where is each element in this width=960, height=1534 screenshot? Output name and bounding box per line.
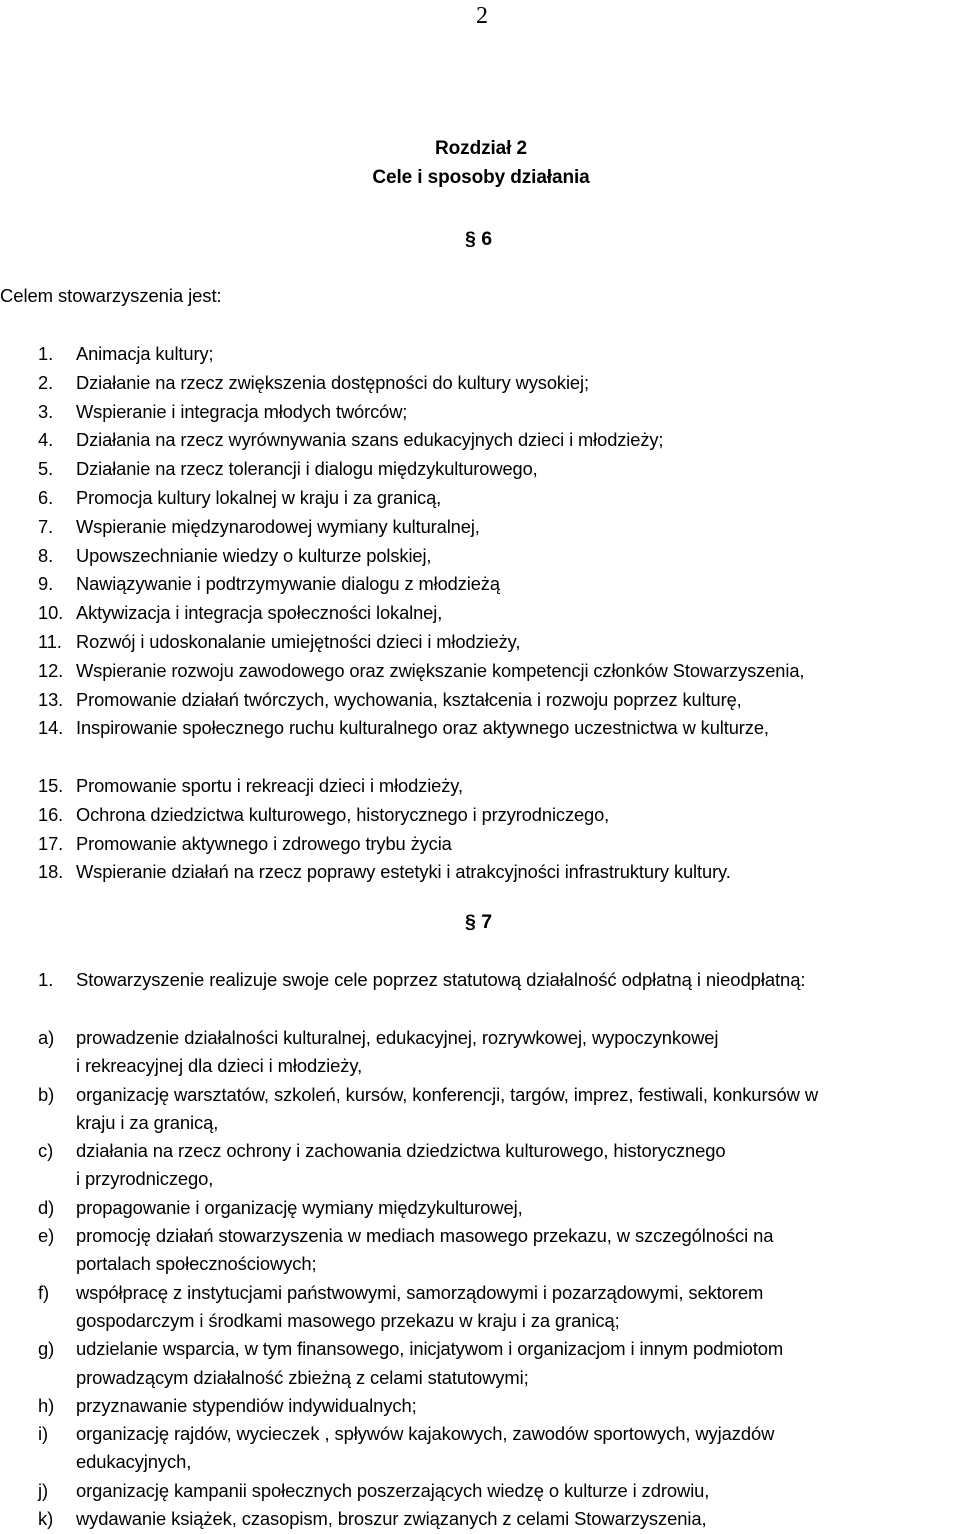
list-item — [0, 599, 960, 628]
list-item — [0, 1194, 960, 1222]
list-item — [0, 570, 960, 599]
item-text: Wspieranie działań na rzecz poprawy estetyki i atrakcyjności infrastruktury kultury. — [76, 861, 731, 883]
list-item — [0, 426, 960, 455]
item-letter: c) — [38, 1140, 54, 1162]
list-item — [0, 772, 960, 801]
item-text: Wspieranie i integracja młodych twórców; — [76, 400, 408, 422]
item-number: 7. — [38, 515, 54, 537]
list-item — [0, 686, 960, 715]
item-number: 1. — [38, 343, 54, 364]
item-text: Promowanie sportu i rekreacji dzieci i młodzieży, — [76, 774, 463, 796]
item-text: Wspieranie rozwoju zawodowego oraz zwiększanie kompetencji członków Stowarzyszenia, — [76, 659, 805, 681]
list-item — [0, 1081, 960, 1138]
chapter-title: Rozdział 2 — [435, 138, 527, 159]
item-number: 1. — [38, 969, 54, 990]
item-text: Aktywizacja i integracja społeczności lokalnej, — [76, 602, 443, 624]
section-6-mark: § 6 — [465, 228, 493, 250]
list-item — [0, 484, 960, 513]
list-item — [0, 1420, 960, 1477]
item-number: 4. — [38, 429, 54, 451]
item-text: Animacja kultury; — [76, 343, 214, 364]
list-item — [0, 455, 960, 484]
section-7-mark: § 7 — [465, 911, 493, 933]
list-item — [0, 1279, 960, 1336]
item-number: 5. — [38, 458, 54, 480]
item-number: 3. — [38, 400, 54, 422]
item-text: Stowarzyszenie realizuje swoje cele poprzez statutową działalność odpłatną i nieodpłatną: — [76, 969, 806, 990]
item-text: Wspieranie międzynarodowej wymiany kulturalnej, — [76, 515, 480, 537]
item-text: Ochrona dziedzictwa kulturowego, historycznego i przyrodniczego, — [76, 803, 610, 825]
list-item — [0, 858, 960, 887]
list-item — [0, 369, 960, 398]
item-text: wydawanie książek, czasopism, broszur związanych z celami Stowarzyszenia, — [76, 1508, 707, 1530]
list-item — [0, 1505, 960, 1533]
item-text: Działanie na rzecz tolerancji i dialogu międzykulturowego, — [76, 458, 538, 480]
methods-list — [0, 1024, 960, 1533]
list-item — [0, 657, 960, 686]
item-number: 11. — [38, 630, 62, 652]
item-letter: a) — [38, 1027, 55, 1048]
item-text: działania na rzecz ochrony i zachowania dziedzictwa kulturowego, historycznego i przyrodniczego, — [76, 1140, 726, 1190]
list-item — [0, 830, 960, 859]
item-letter: g) — [38, 1338, 55, 1360]
item-number: 12. — [38, 659, 64, 681]
item-text: prowadzenie działalności kulturalnej, edukacyjnej, rozrywkowej, wypoczynkowej i rekreacyjnej dla dzieci i młodzieży, — [76, 1027, 719, 1077]
item-text: promocję działań stowarzyszenia w mediach masowego przekazu, w szczególności na portalach społecznościowych; — [76, 1225, 774, 1275]
list-item — [0, 1335, 960, 1392]
item-number: 17. — [38, 832, 64, 854]
list-item — [0, 801, 960, 830]
goals-list — [0, 340, 960, 887]
item-letter: h) — [38, 1394, 55, 1416]
chapter-header — [0, 134, 960, 192]
list-item — [0, 1477, 960, 1505]
item-text: Rozwój i udoskonalanie umiejętności dzieci i młodzieży, — [76, 630, 521, 652]
item-number: 18. — [38, 861, 64, 883]
item-text: propagowanie i organizację wymiany międzykulturowej, — [76, 1196, 523, 1218]
list-item — [0, 513, 960, 542]
list-item — [0, 542, 960, 571]
item-text: Upowszechnianie wiedzy o kulturze polskiej, — [76, 544, 432, 566]
item-text: organizację kampanii społecznych poszerzających wiedzę o kulturze i zdrowiu, — [76, 1479, 710, 1501]
item-letter: f) — [38, 1281, 50, 1303]
item-letter: e) — [38, 1225, 55, 1247]
item-number: 2. — [38, 371, 54, 393]
item-number: 13. — [38, 688, 64, 710]
item-text: Działanie na rzecz zwiększenia dostępności do kultury wysokiej; — [76, 371, 589, 393]
list-item — [0, 398, 960, 427]
list-item — [0, 1024, 960, 1081]
item-letter: i) — [38, 1423, 49, 1445]
goals-intro: Celem stowarzyszenia jest: — [0, 285, 222, 306]
item-letter: b) — [38, 1083, 55, 1105]
list-item — [0, 340, 960, 369]
item-text: Nawiązywanie i podtrzymywanie dialogu z młodzieżą — [76, 573, 500, 595]
item-text: organizację warsztatów, szkoleń, kursów, konferencji, targów, imprez, festiwali, konkursów w kraju i za granicą, — [76, 1083, 819, 1133]
item-text: udzielanie wsparcia, w tym finansowego, inicjatywom i organizacjom i innym podmiotom prowadzącym działalność zbieżną z celami statutowymi; — [76, 1338, 784, 1388]
item-number: 9. — [38, 573, 54, 595]
item-number: 14. — [38, 717, 64, 739]
item-text: Promowanie działań twórczych, wychowania, kształcenia i rozwoju poprzez kulturę, — [76, 688, 742, 710]
item-text: Promocja kultury lokalnej w kraju i za granicą, — [76, 486, 442, 508]
item-text: współpracę z instytucjami państwowymi, samorządowymi i pozarządowymi, sektorem gospodarczym i środkami masowego przekazu w kraju i za granicą; — [76, 1281, 764, 1331]
chapter-subtitle: Cele i sposoby działania — [372, 167, 590, 188]
item-text: Działania na rzecz wyrównywania szans edukacyjnych dzieci i młodzieży; — [76, 429, 664, 451]
item-letter: d) — [38, 1196, 55, 1218]
list-item — [0, 628, 960, 657]
item-number: 10. — [38, 602, 64, 624]
item-letter: k) — [38, 1508, 54, 1530]
item-text: przyznawanie stypendiów indywidualnych; — [76, 1394, 417, 1416]
item-number: 16. — [38, 803, 64, 825]
item-text: Inspirowanie społecznego ruchu kulturalnego oraz aktywnego uczestnictwa w kulturze, — [76, 717, 769, 739]
item-number: 15. — [38, 774, 64, 796]
item-letter: j) — [38, 1479, 49, 1501]
page-number: 2 — [476, 3, 488, 29]
list-item — [0, 1392, 960, 1420]
item-number: 8. — [38, 544, 54, 566]
list-item — [0, 1222, 960, 1279]
item-number: 6. — [38, 486, 54, 508]
list-item — [0, 714, 960, 772]
item-text: Promowanie aktywnego i zdrowego trybu życia — [76, 832, 452, 854]
list-item — [0, 1137, 960, 1194]
item-text: organizację rajdów, wycieczek , spływów kajakowych, zawodów sportowych, wyjazdów edukacyjnych, — [76, 1423, 775, 1473]
